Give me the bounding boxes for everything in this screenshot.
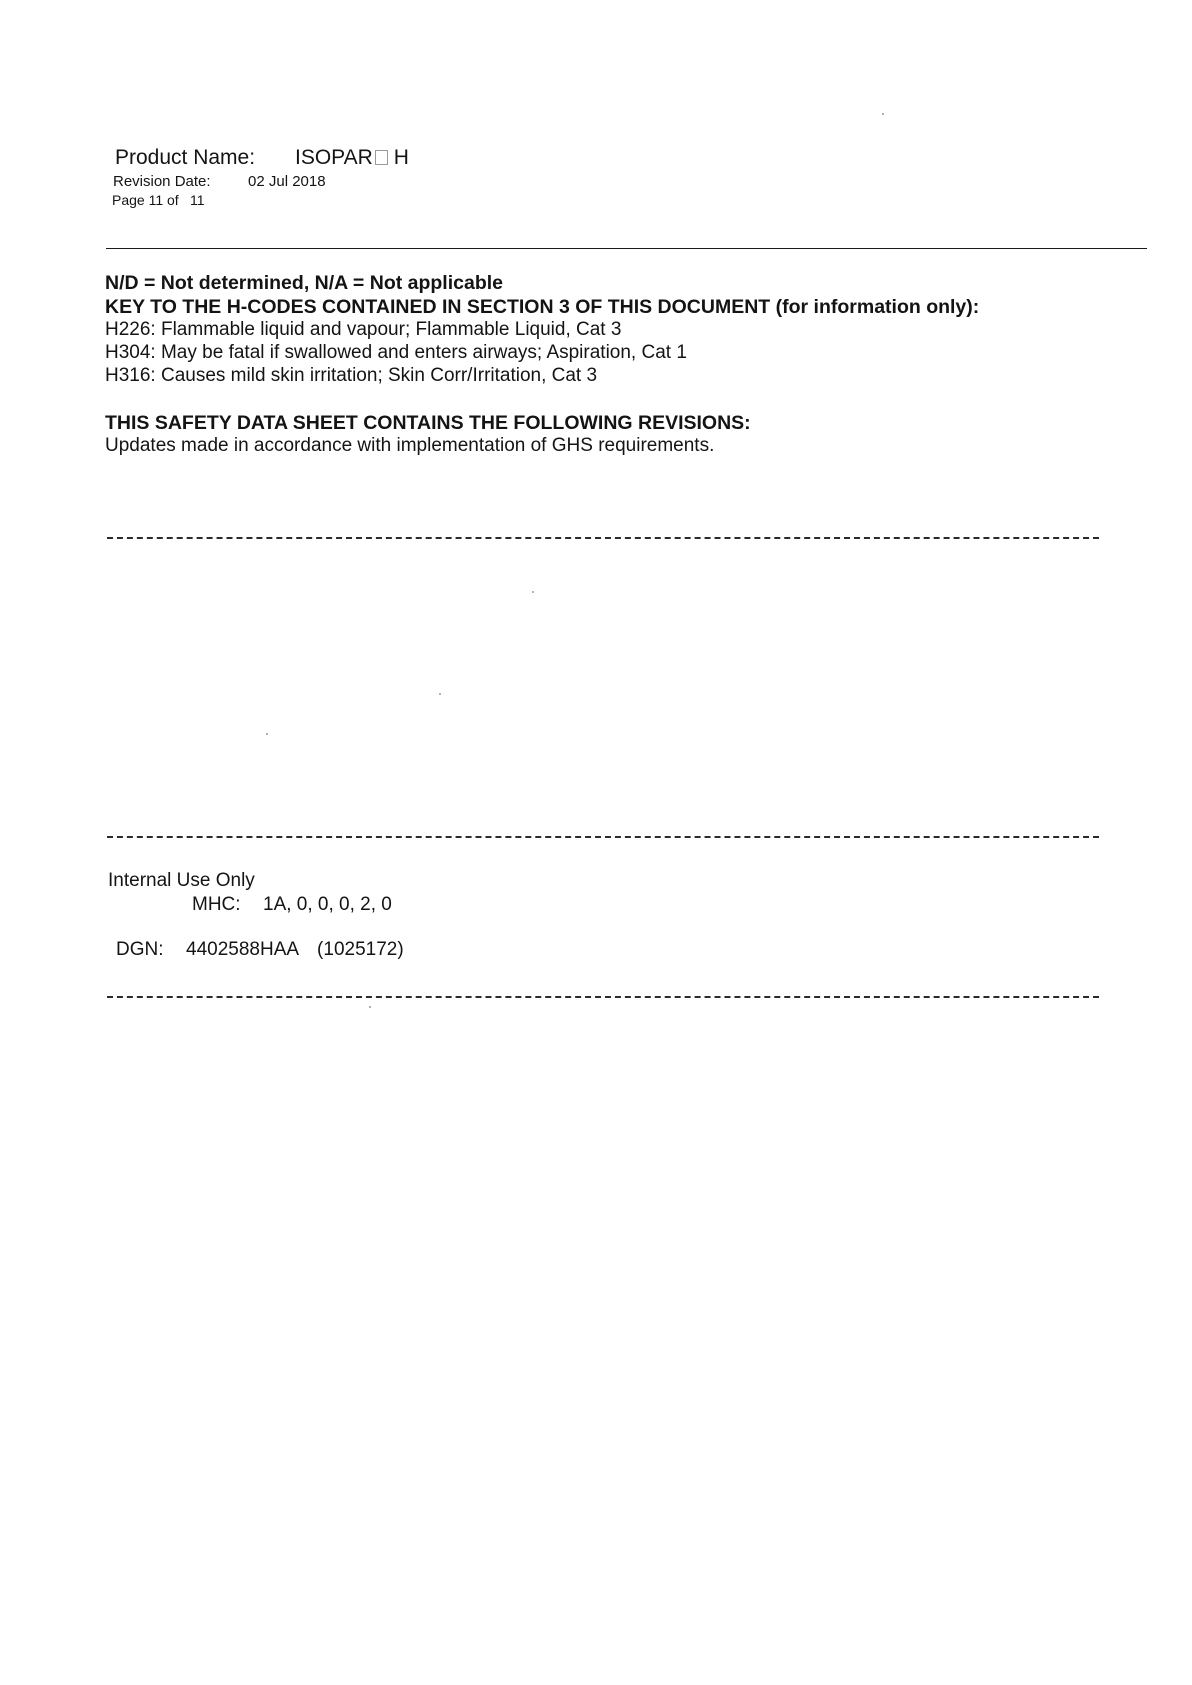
product-name-line (115, 146, 409, 170)
mhc-line (192, 894, 392, 916)
dgn-label: DGN: (116, 939, 164, 960)
revisions-text: Updates made in accordance with implementation of GHS requirements. (105, 435, 715, 456)
scan-speck (369, 1006, 371, 1008)
h-code-item: H304: May be fatal if swallowed and enters airways; Aspiration, Cat 1 (105, 342, 687, 363)
scan-speck (439, 693, 441, 695)
dgn-reference: (1025172) (317, 939, 404, 960)
product-name-value-prefix: ISOPAR (295, 146, 373, 169)
dgn-line (116, 939, 404, 961)
dashed-divider (107, 537, 1099, 539)
scan-speck (266, 733, 268, 735)
revision-date-label: Revision Date: (113, 173, 211, 190)
h-code-item: H226: Flammable liquid and vapour; Flammable Liquid, Cat 3 (105, 319, 622, 340)
product-name-value-suffix: H (393, 146, 409, 169)
mhc-value: 1A, 0, 0, 0, 2, 0 (263, 894, 392, 915)
internal-use-label: Internal Use Only (108, 870, 255, 891)
mhc-label: MHC: (192, 894, 241, 915)
dgn-value: 4402588HAA (186, 939, 300, 960)
revisions-heading: THIS SAFETY DATA SHEET CONTAINS THE FOLLOWING REVISIONS: (105, 412, 751, 434)
h-code-item: H316: Causes mild skin irritation; Skin Corr/Irritation, Cat 3 (105, 365, 598, 386)
page-number-label: Page 11 of (112, 192, 179, 208)
product-name-label: Product Name: (115, 146, 256, 169)
header-divider (106, 248, 1147, 249)
scan-speck (882, 113, 884, 115)
revision-date-line (113, 173, 326, 190)
page-number-line (112, 192, 205, 208)
nd-na-note: N/D = Not determined, N/A = Not applicable (105, 272, 504, 294)
dashed-divider (107, 836, 1099, 838)
missing-glyph-icon (375, 150, 388, 165)
scan-speck (532, 591, 534, 593)
page-total: 11 (190, 192, 205, 208)
h-codes-heading: KEY TO THE H-CODES CONTAINED IN SECTION 3 OF THIS DOCUMENT (for information only): (105, 296, 980, 318)
revision-date-value: 02 Jul 2018 (248, 173, 326, 190)
dashed-divider (107, 996, 1099, 998)
